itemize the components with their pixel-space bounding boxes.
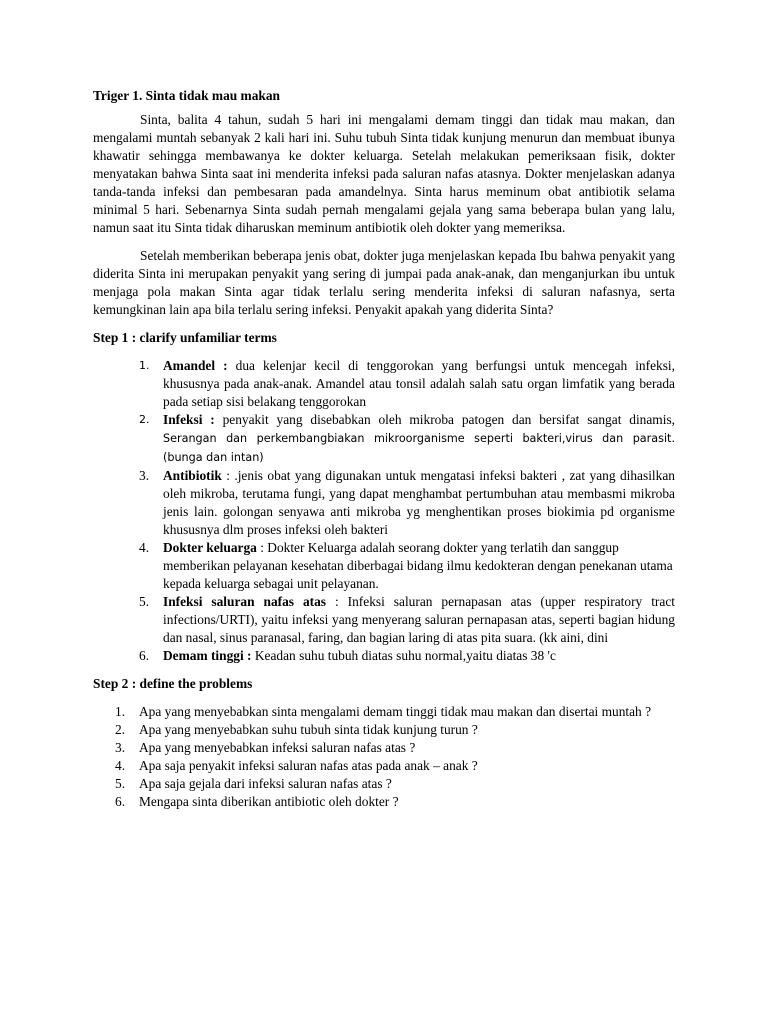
problem-number: 2. bbox=[115, 722, 126, 737]
problem-item bbox=[93, 703, 675, 721]
term-definition: dua kelenjar kecil di tenggorokan yang berfungsi untuk mencegah infeksi, khususnya pada anak-anak. Amandel atau tonsil adalah salah satu organ limfatik yang berada pada setiap sisi belakang tenggorokan bbox=[163, 358, 676, 409]
problem-item bbox=[93, 775, 675, 793]
term-label: Demam tinggi : bbox=[163, 648, 252, 663]
term-item-amandel bbox=[93, 357, 675, 411]
term-number: 6. bbox=[139, 648, 150, 663]
term-definition: Keadan suhu tubuh diatas suhu normal,yaitu diatas 38 'c bbox=[251, 648, 556, 663]
term-label: Antibiotik bbox=[163, 468, 222, 483]
trigger-title: Triger 1. Sinta tidak mau makan bbox=[93, 88, 280, 103]
term-definition: penyakit yang disebabkan oleh mikroba patogen dan bersifat sangat dinamis, bbox=[214, 412, 676, 427]
term-number: 3. bbox=[139, 468, 150, 483]
trigger-paragraph-1: Sinta, balita 4 tahun, sudah 5 hari ini mengalami demam tinggi dan tidak mau makan, dan mengalami muntah sebanyak 2 kali hari ini. Suhu tubuh Sinta tidak kunjung menurun dan membuat ibunya khawatir sehingga membawanya ke dokter keluarga. Setelah melakukan pemeriksaan fisik, dokter menyatakan bahwa Sinta saat ini menderita infeksi pada saluran nafas atasnya. Dokter menjelaskan adanya tanda-tanda infeksi dan pembesaran pada amandelnya. Sinta harus meminum obat antibiotik selama minimal 5 hari. Sebenarnya Sinta sudah pernah mengalami gejala yang sama beberapa bulan yang lalu, namun saat itu Sinta tidak diharuskan meminum antibiotik oleh dokter yang memeriksa. bbox=[93, 112, 675, 235]
term-number: 5. bbox=[139, 594, 150, 609]
term-definition: : .jenis obat yang digunakan untuk mengatasi infeksi bakteri , zat yang dihasilkan oleh mikroba, terutama fungi, yang dapat menghambat pertumbuhan atau membasmi mikroba jenis lain. golongan senyawa anti mikroba yg menghentikan proses biokimia pd organisme khususnya dlm proses infeksi oleh bakteri bbox=[163, 468, 675, 537]
problem-text: Mengapa sinta diberikan antibiotic oleh dokter ? bbox=[139, 794, 399, 809]
problem-number: 1. bbox=[115, 704, 126, 719]
step2-title: Step 2 : define the problems bbox=[93, 676, 253, 691]
term-label: Amandel : bbox=[163, 358, 228, 373]
term-number: 4. bbox=[139, 540, 150, 555]
term-label: Infeksi : bbox=[163, 412, 215, 427]
problem-text: Apa saja penyakit infeksi saluran nafas atas pada anak – anak ? bbox=[139, 758, 478, 773]
problem-item bbox=[93, 793, 675, 811]
terms-list bbox=[93, 357, 675, 665]
term-item-infeksi bbox=[93, 411, 675, 467]
trigger-paragraph-2: Setelah memberikan beberapa jenis obat, dokter juga menjelaskan kepada Ibu bahwa penyakit yang diderita Sinta ini merupakan penyakit yang sering di jumpai pada anak-anak, dan menganjurkan ibu untuk menjaga pola makan Sinta agar tidak terlalu sering menderita infeksi di saluran nafasnya, serta kemungkinan lain apa bila terlalu sering infeksi. Penyakit apakah yang diderita Sinta? bbox=[93, 248, 675, 317]
term-definition-source: (bunga dan intan) bbox=[163, 451, 264, 464]
problem-item bbox=[93, 721, 675, 739]
problem-item bbox=[93, 739, 675, 757]
step1-title: Step 1 : clarify unfamiliar terms bbox=[93, 330, 277, 345]
term-definition: : Dokter Keluarga adalah seorang dokter yang terlatih dan sanggup bbox=[256, 540, 619, 555]
term-definition-extra: Serangan dan perkembangbiakan mikroorganisme seperti bakteri,virus dan parasit. bbox=[163, 432, 675, 445]
problem-text: Apa yang menyebabkan suhu tubuh sinta tidak kunjung turun ? bbox=[139, 722, 478, 737]
term-definition-continued: memberikan pelayanan kesehatan diberbagai bidang ilmu kedokteran dengan penekanan utama kepada keluarga sebagai unit pelayanan. bbox=[163, 558, 673, 591]
term-label: Infeksi saluran nafas atas bbox=[163, 594, 327, 609]
term-item-isna bbox=[93, 593, 675, 647]
problem-item bbox=[93, 757, 675, 775]
problem-text: Apa saja gejala dari infeksi saluran nafas atas ? bbox=[139, 776, 392, 791]
problem-number: 3. bbox=[115, 740, 126, 755]
problems-list bbox=[93, 703, 675, 811]
problem-number: 4. bbox=[115, 758, 126, 773]
problem-text: Apa yang menyebabkan infeksi saluran nafas atas ? bbox=[139, 740, 416, 755]
term-item-demam-tinggi bbox=[93, 647, 675, 665]
term-item-dokter-keluarga bbox=[93, 539, 675, 593]
problem-number: 5. bbox=[115, 776, 126, 791]
term-item-antibiotik bbox=[93, 467, 675, 539]
term-definition: : Infeksi saluran pernapasan atas (upper respiratory tract infections/URTI), yaitu infeksi yang menyerang saluran pernapasan atas, seperti bagian hidung dan nasal, sinus paranasal, faring, dan bagian laring di atas pita suara. (kk aini, dini bbox=[163, 594, 675, 645]
term-label: Dokter keluarga bbox=[163, 540, 257, 555]
document-content bbox=[93, 87, 675, 811]
problem-number: 6. bbox=[115, 794, 126, 809]
term-number: 1. bbox=[139, 359, 150, 372]
problem-text: Apa yang menyebabkan sinta mengalami demam tinggi tidak mau makan dan disertai muntah ? bbox=[139, 704, 652, 719]
term-number: 2. bbox=[139, 413, 150, 426]
